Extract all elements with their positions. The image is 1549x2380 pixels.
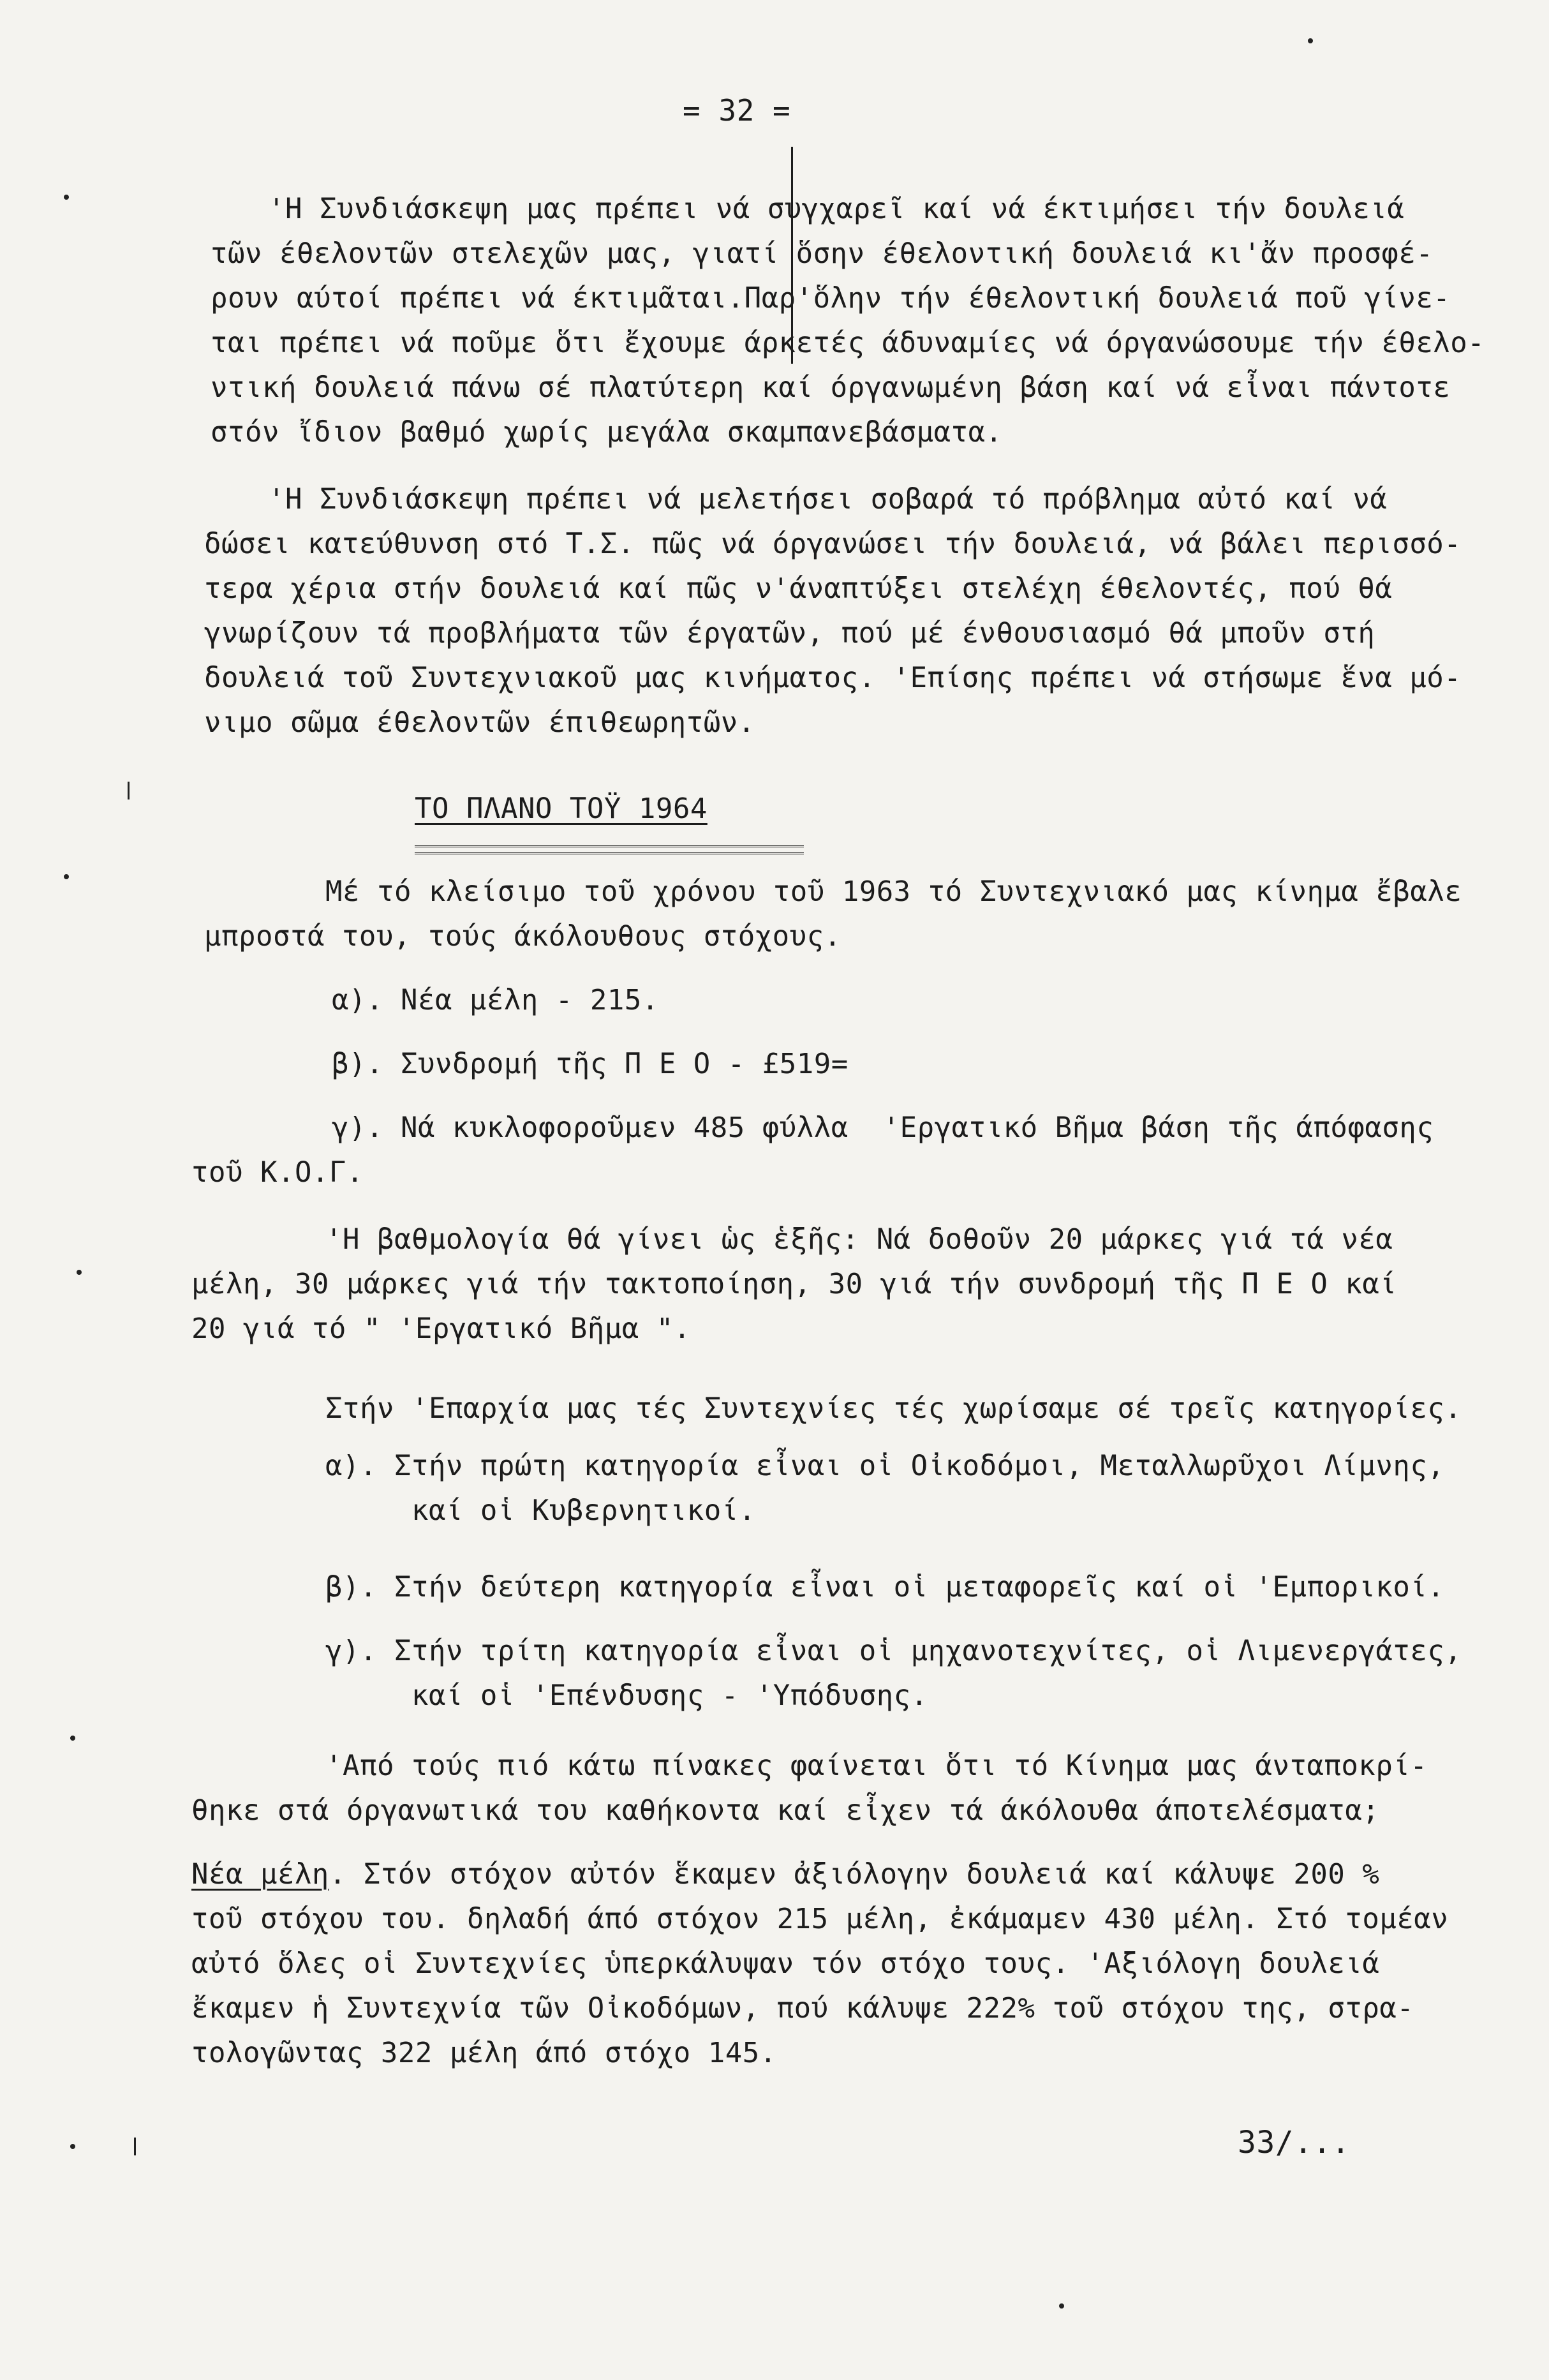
goal-item: α). Νέα μέλη - 215. — [332, 984, 659, 1016]
goal-item-continuation: τοῦ Κ.Ο.Γ. — [191, 1156, 364, 1189]
text-line: αὐτό ὅλες οἱ Συντεχνίες ὑπερκάλυψαν τόν στόχο τους. 'Αξιόλογη δουλειά — [191, 1947, 1380, 1980]
scan-speck — [64, 195, 69, 200]
category-item-continuation: καί οἱ Κυβερνητικοί. — [325, 1494, 756, 1527]
goal-item: β). Συνδρομή τῆς Π Ε Ο - £519= — [332, 1048, 849, 1080]
text-line: νιμο σῶμα έθελοντῶν έπιθεωρητῶν. — [204, 706, 755, 739]
text-line: μπροστά του, τούς άκόλουθους στόχους. — [204, 920, 841, 953]
text-line: 20 γιά τό " 'Εργατικό Βῆμα ". — [191, 1313, 691, 1345]
scan-speck — [1308, 38, 1313, 43]
scan-speck — [70, 2144, 75, 2149]
title-double-rule — [415, 845, 804, 854]
text-line: τῶν έθελοντῶν στελεχῶν μας, γιατί ὅσην έθελοντική δουλειά κι'ἄν προσφέ- — [211, 237, 1434, 270]
category-item-continuation: καί οἱ 'Επένδυσης - 'Υπόδυσης. — [325, 1679, 928, 1712]
text-line: δουλειά τοῦ Συντεχνιακοῦ μας κινήματος. 'Επίσης πρέπει νά στήσωμε ἕνα μό- — [204, 662, 1462, 694]
text-line: τοῦ στόχου του. δηλαδή άπό στόχον 215 μέλη, ἐκάμαμεν 430 μέλη. Στό τομέαν — [191, 1903, 1449, 1935]
text-line: Μέ τό κλείσιμο τοῦ χρόνου τοῦ 1963 τό Συντεχνιακό μας κίνημα ἔβαλε — [325, 875, 1462, 908]
section-title: ΤΟ ΠΛΑΝΟ ΤΟΫ 1964 — [415, 792, 708, 825]
text-line: στόν ἴδιον βαθμό χωρίς μεγάλα σκαμπανεβάσματα. — [211, 416, 1003, 449]
text-line: 'Η βαθμολογία θά γίνει ὡς ἑξῆς: Νά δοθοῦν 20 μάρκες γιά τά νέα — [325, 1223, 1393, 1256]
text-line: τολογῶντας 322 μέλη άπό στόχο 145. — [191, 2037, 777, 2069]
scan-speck — [1059, 2303, 1064, 2309]
page-number: = 32 = — [683, 93, 791, 128]
category-item: γ). Στήν τρίτη κατηγορία εἶναι οἱ μηχανοτεχνίτες, οἱ Λιμενεργάτες, — [325, 1635, 1462, 1667]
text-line: ντική δουλειά πάνω σέ πλατύτερη καί όργανωμένη βάση καί νά εἶναι πάντοτε — [211, 371, 1451, 404]
text-line: ται πρέπει νά ποῦμε ὅτι ἔχουμε άρκετές άδυναμίες νά όργανώσουμε τήν έθελο- — [211, 327, 1485, 359]
text-line: Στήν 'Επαρχία μας τές Συντεχνίες τές χωρίσαμε σέ τρεῖς κατηγορίες. — [325, 1392, 1462, 1425]
continuation-marker: 33/... — [1238, 2125, 1351, 2161]
scan-mark — [128, 782, 130, 800]
text-line: δώσει κατεύθυνση στό Τ.Σ. πῶς νά όργανώσει τήν δουλειά, νά βάλει περισσό- — [204, 528, 1462, 560]
scan-speck — [64, 874, 69, 879]
text-line: 'Η Συνδιάσκεψη πρέπει νά μελετήσει σοβαρά τό πρόβλημα αὐτό καί νά — [268, 483, 1388, 516]
category-item: β). Στήν δεύτερη κατηγορία εἶναι οἱ μεταφορεῖς καί οἱ 'Εμπορικοί. — [325, 1571, 1445, 1603]
text-line: ἔκαμεν ἡ Συντεχνία τῶν Οἰκοδόμων, πού κάλυψε 222% τοῦ στόχου της, στρα- — [191, 1992, 1414, 2025]
goal-item: γ). Νά κυκλοφοροῦμεν 485 φύλλα 'Εργατικό Βῆμα βάση τῆς άπόφασης — [332, 1112, 1434, 1144]
category-item: α). Στήν πρώτη κατηγορία εἶναι οἱ Οἰκοδόμοι, Μεταλλωρῦχοι Λίμνης, — [325, 1450, 1445, 1482]
text-line: τερα χέρια στήν δουλειά καί πῶς ν'άναπτύξει στελέχη έθελοντές, πού θά — [204, 572, 1393, 605]
text-line: γνωρίζουν τά προβλήματα τῶν έργατῶν, πού μέ ένθουσιασμό θά μποῦν στή — [204, 617, 1375, 650]
new-members-heading: Νέα μέλη — [191, 1858, 329, 1891]
scan-speck — [77, 1270, 82, 1275]
new-members-first-text: . Στόν στόχον αὐτόν ἕκαμεν ἀξιόλογην δουλειά καί κάλυψε 200 % — [329, 1858, 1380, 1891]
scan-mark — [134, 2138, 136, 2155]
scan-speck — [70, 1736, 75, 1741]
text-line — [191, 1857, 1379, 1893]
text-line: μέλη, 30 μάρκες γιά τήν τακτοποίηση, 30 γιά τήν συνδρομή τῆς Π Ε Ο καί — [191, 1268, 1397, 1300]
text-line: 'Από τούς πιό κάτω πίνακες φαίνεται ὅτι τό Κίνημα μας άνταποκρί- — [325, 1750, 1428, 1782]
text-line: ρουν αύτοί πρέπει νά έκτιμᾶται.Παρ'ὅλην τήν έθελοντική δουλειά ποῦ γίνε- — [211, 282, 1451, 315]
text-line: θηκε στά όργανωτικά του καθήκοντα καί εἶχεν τά άκόλουθα άποτελέσματα; — [191, 1794, 1380, 1827]
text-line: 'Η Συνδιάσκεψη μας πρέπει νά συγχαρεῖ καί νά έκτιμήσει τήν δουλειά — [268, 193, 1405, 225]
